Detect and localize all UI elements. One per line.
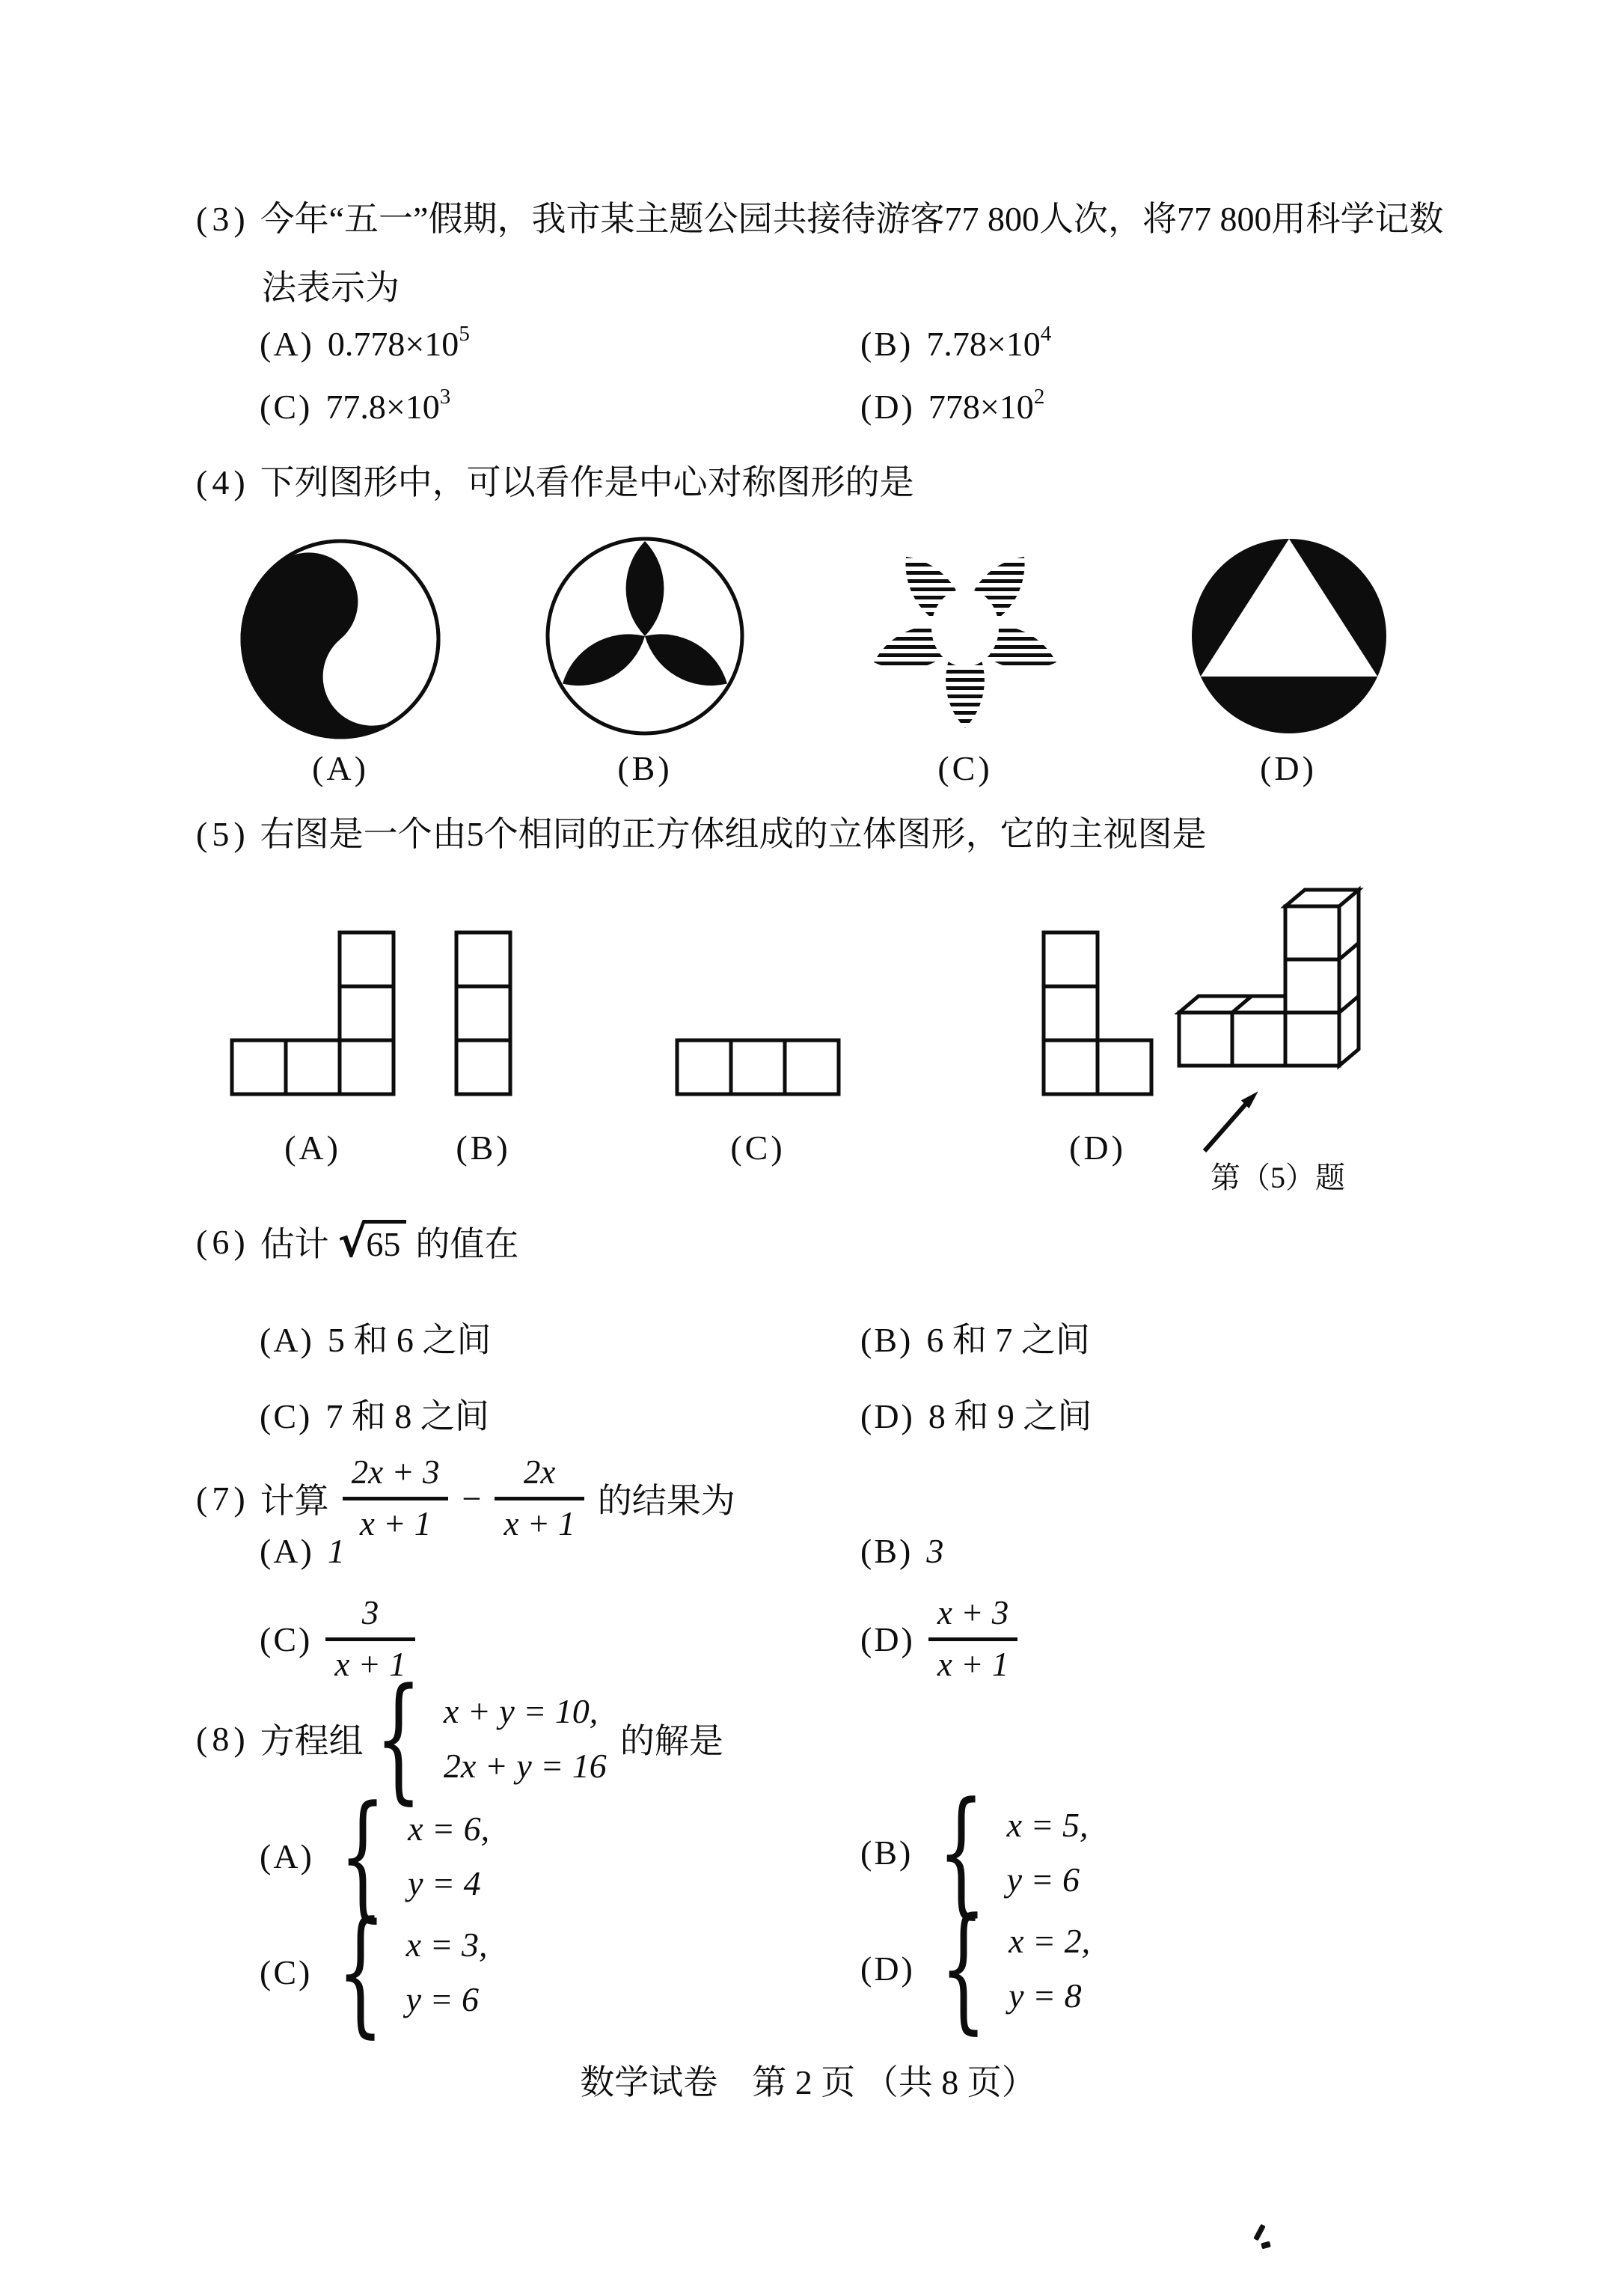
q7-fraction-1 [343, 1455, 449, 1542]
q3-line1-text: 今年“五一”假期，我市某主题公园共接待游客77 800人次，将77 800用科学记数 [260, 200, 1444, 238]
q7-option-d-fraction [928, 1596, 1017, 1682]
q5-figure-b-view-icon [454, 930, 512, 1096]
q8-option-a-eq2: y = 4 [408, 1864, 481, 1902]
q3-number: (3) [196, 200, 250, 238]
q8-option-d-brace-icon: { [940, 1889, 987, 2048]
q8-pre-text: 方程组 [260, 1722, 364, 1760]
q8-option-a-brace-icon: { [339, 1777, 386, 1935]
q7-option-c-label: (C) [260, 1619, 313, 1658]
q7-option-d-denominator: x + 1 [928, 1637, 1017, 1682]
q3-option-a-label: (A) [260, 325, 314, 363]
q8-number: (8) [196, 1719, 250, 1758]
ink-speck [1261, 2241, 1271, 2250]
page-footer: 数学试卷 第 2 页 （共 8 页） [580, 2063, 1036, 2101]
q7-fraction-1-numerator: 2x + 3 [351, 1453, 440, 1492]
q3-option-c [260, 385, 450, 427]
q4-line [196, 455, 914, 504]
q7-pre-text: 计算 [260, 1482, 329, 1520]
q8-option-a-system [408, 1801, 489, 1911]
ink-speck [1253, 2224, 1266, 2241]
q4-label-a: (A) [312, 749, 369, 787]
q6-option-a-text: 5 和 6 之间 [327, 1321, 492, 1359]
q3-option-d-exponent: 2 [1033, 385, 1045, 409]
q3-option-d-label: (D) [860, 388, 915, 426]
q4-label-b: (B) [617, 749, 673, 787]
q7-option-a-value: 1 [327, 1532, 345, 1570]
q3-option-b [860, 322, 1051, 364]
q8-equation-2: 2x + y = 16 [443, 1747, 607, 1785]
q7-option-b-label: (B) [860, 1532, 913, 1570]
q8-option-d-eq2: y = 8 [1009, 1976, 1082, 2015]
q6-number: (6) [196, 1222, 250, 1261]
q8-option-a-label: (A) [260, 1837, 314, 1875]
q6-option-b-text: 6 和 7 之间 [926, 1321, 1090, 1359]
q8-option-c-brace-icon: { [337, 1893, 385, 2051]
q3-option-a-value: 0.778×10 [327, 325, 459, 363]
q5-figure-caption: 第（5）题 [1211, 1161, 1345, 1194]
q7-option-b-value: 3 [926, 1532, 944, 1570]
q7-post-text: 的结果为 [597, 1482, 735, 1520]
q7-option-d [860, 1590, 1017, 1688]
q6-pre-text: 估计 [260, 1225, 329, 1263]
q8-option-c [260, 1893, 488, 2051]
q5-line [196, 807, 1207, 856]
q6-option-d-text: 8 和 9 之间 [928, 1397, 1092, 1435]
q3-option-d-value: 778×10 [928, 388, 1034, 426]
q3-line1 [196, 192, 1443, 241]
q8-option-c-eq2: y = 6 [405, 1980, 480, 2018]
q6-option-b [860, 1313, 1090, 1362]
q3-option-b-exponent: 4 [1040, 322, 1052, 346]
q6-option-c-label: (C) [260, 1397, 313, 1435]
q4-figure-c-hatched-flower-icon [853, 522, 1077, 742]
q5-label-d: (D) [1069, 1129, 1126, 1167]
q6-option-b-label: (B) [860, 1321, 913, 1359]
q7-option-d-label: (D) [860, 1619, 915, 1658]
q3-option-c-value: 77.8×10 [325, 388, 440, 426]
q7-fraction-2-denominator: x + 1 [495, 1497, 584, 1542]
q4-number: (4) [196, 463, 250, 501]
q3-option-a [260, 322, 470, 364]
q6-option-a-label: (A) [260, 1321, 314, 1359]
q8-option-c-label: (C) [260, 1952, 313, 1991]
q4-figure-a-swirl-icon [236, 533, 445, 745]
radical-sign-icon: √ [337, 1215, 367, 1267]
q8-option-b-system [1007, 1798, 1089, 1907]
q3-line2: 法表示为 [262, 269, 400, 307]
q4-label-c: (C) [937, 749, 993, 787]
q5-solid-cubes-figure [1175, 883, 1377, 1167]
q6-post-text: 的值在 [415, 1225, 519, 1263]
q6-line [196, 1217, 518, 1266]
q8-option-d-label: (D) [860, 1949, 915, 1988]
q5-label-b: (B) [456, 1129, 511, 1167]
q7-minus-sign: − [462, 1479, 482, 1518]
q7-option-a [260, 1531, 345, 1571]
q5-text: 右图是一个由5个相同的正方体组成的立体图形，它的主视图是 [260, 815, 1207, 853]
q6-option-d [860, 1389, 1092, 1438]
q8-option-b-eq2: y = 6 [1006, 1860, 1080, 1899]
q7-option-b [860, 1531, 943, 1571]
q5-figure-c-view-icon [675, 1038, 841, 1096]
q6-option-c-text: 7 和 8 之间 [325, 1397, 489, 1435]
q3-option-b-value: 7.78×10 [926, 325, 1041, 363]
q7-fraction-2 [495, 1455, 584, 1542]
q8-option-b-eq1: x = 5, [1006, 1806, 1089, 1844]
q6-radicand: 65 [363, 1220, 406, 1264]
q5-figure-a-view-icon [230, 930, 396, 1096]
q4-label-d: (D) [1260, 749, 1317, 787]
q7-option-c-numerator: 3 [361, 1594, 379, 1632]
q3-option-b-label: (B) [860, 325, 913, 363]
q7-number: (7) [196, 1479, 250, 1518]
q8-equation-1: x + y = 10, [443, 1692, 599, 1730]
q8-option-c-system [406, 1917, 488, 2027]
q3-option-a-exponent: 5 [459, 322, 470, 346]
q4-figure-d-circle-triangle-icon [1188, 534, 1390, 738]
q3-option-c-label: (C) [260, 388, 313, 426]
q8-brace-icon: { [375, 1659, 422, 1818]
q6-option-d-label: (D) [860, 1397, 915, 1435]
q4-text: 下列图形中，可以看作是中心对称图形的是 [260, 463, 914, 501]
q8-system [444, 1684, 607, 1793]
q5-label-c: (C) [730, 1129, 786, 1167]
q6-sqrt-65 [337, 1215, 407, 1267]
q7-option-c-denominator: x + 1 [325, 1637, 414, 1682]
q8-option-b-brace-icon: { [937, 1773, 985, 1932]
q5-number: (5) [196, 815, 250, 853]
q8-option-a-eq1: x = 6, [408, 1810, 490, 1848]
q5-figure-d-view-icon [1041, 930, 1154, 1096]
q8-option-c-eq1: x = 3, [405, 1926, 488, 1964]
q3-option-d [860, 385, 1044, 427]
q8-option-d [860, 1889, 1091, 2048]
q8-option-d-system [1009, 1914, 1090, 2023]
q7-option-a-label: (A) [260, 1532, 314, 1570]
q7-fraction-1-denominator: x + 1 [343, 1497, 449, 1542]
q3-option-c-exponent: 3 [439, 385, 451, 409]
q8-post-text: 的解是 [619, 1722, 723, 1760]
q8-option-b-label: (B) [860, 1833, 913, 1872]
q5-label-a: (A) [284, 1129, 341, 1167]
q7-option-d-numerator: x + 3 [937, 1594, 1009, 1632]
q4-figure-b-propeller-icon [544, 535, 746, 737]
q7-fraction-2-numerator: 2x [523, 1453, 556, 1492]
q8-option-d-eq1: x = 2, [1009, 1922, 1091, 1960]
q5-arrow-icon [1205, 1094, 1255, 1151]
q6-option-a [260, 1313, 491, 1362]
q6-option-c [260, 1389, 489, 1438]
